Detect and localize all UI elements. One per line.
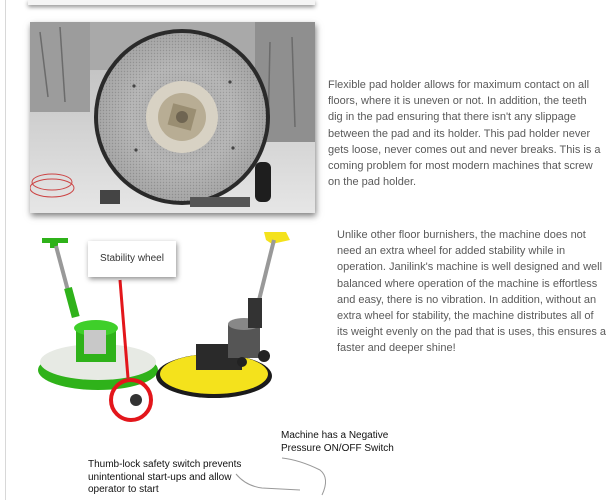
negative-pressure-note: Machine has a Negative Pressure ON/OFF Switch — [281, 430, 394, 454]
stability-description: Unlike other floor burnishers, the machine does not need an extra wheel for added stability while in operation. Janilink's machine is well designed and well balanced where operation of the machine is effortless and easy, there is no vibration. In addition, without an extra wheel for stability, the machine distributes all of its weight evenly on the pad that is uses, this ensures a faster and deeper shine! — [337, 229, 607, 355]
thumb-lock-note: Thumb-lock safety switch prevents unintentional start-ups and allow operator to start — [88, 459, 242, 495]
pad-holder-description: Flexible pad holder allows for maximum contact on all floors, where it is uneven or not. In addition, the teeth dig in the pad ensuring that there isn't any slippage between the pad and its holder. This pad holder never gets loose, never comes out and never breaks. This is a coming problem for most modern machines that screw on the pad holder. — [328, 79, 601, 189]
stability-wheel-callout: Stability wheel — [88, 241, 176, 277]
